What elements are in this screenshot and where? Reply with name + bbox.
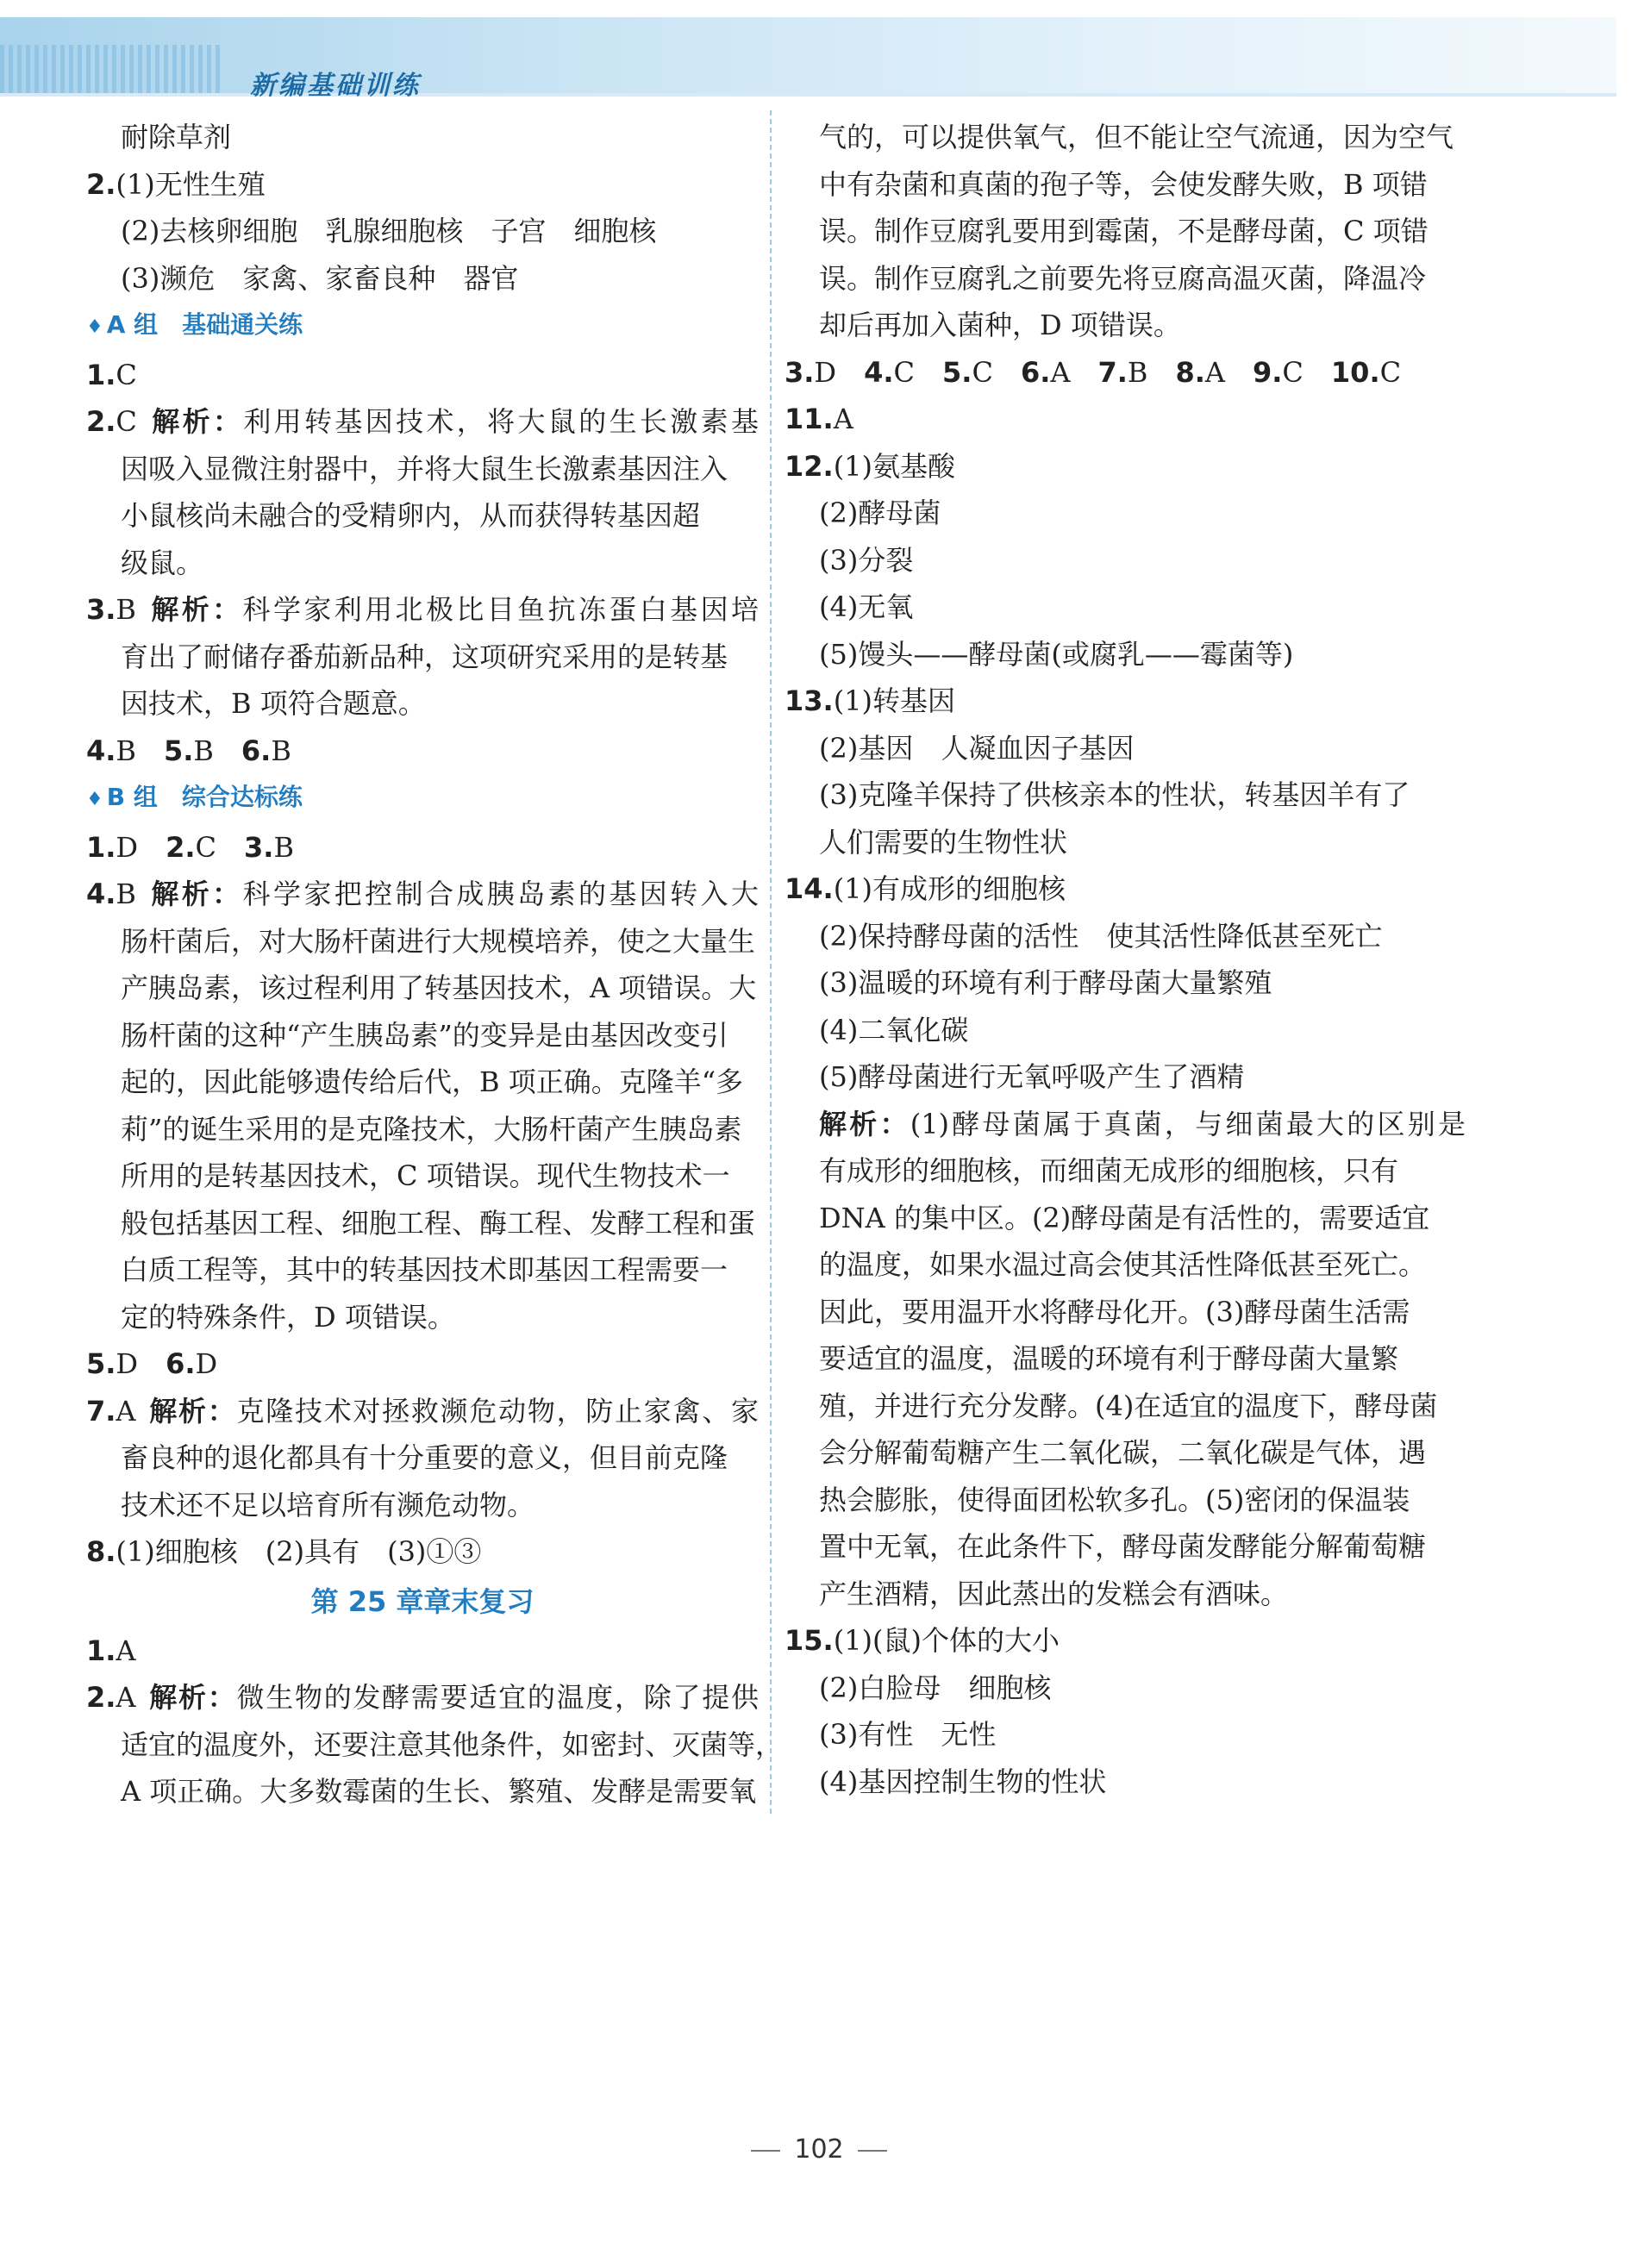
answer-text: B [273, 830, 294, 864]
line-text: (2)酵母菌 [819, 497, 941, 529]
line-text: (3)有性 无性 [819, 1718, 997, 1751]
answer-line [86, 918, 759, 965]
answer-text: D [116, 830, 166, 864]
answer-line [86, 352, 759, 399]
question-number: 12. [785, 449, 834, 483]
footer-dash-left [751, 2150, 780, 2152]
question-number: 8. [86, 1535, 116, 1568]
page-footer [0, 2134, 1638, 2165]
answer-text: (1)无性生殖 [116, 167, 266, 201]
analysis-text: 克隆技术对拯救濒危动物，防止家禽、家 [236, 1394, 759, 1428]
question-number: 7. [1097, 355, 1128, 389]
question-number: 2. [86, 405, 116, 438]
line-text: 育出了耐储存番茄新品种，这项研究采用的是转基 [121, 640, 728, 673]
question-number: 6. [166, 1347, 196, 1380]
answer-line [785, 396, 1466, 443]
question-number: 3. [86, 593, 116, 626]
analysis-label: 解析： [148, 405, 244, 438]
answer-text: A [116, 1634, 136, 1667]
line-text: 肠杆菌的这种“产生胰岛素”的变异是由基因改变引 [121, 1018, 728, 1052]
line-text: 因技术，B 项符合题意。 [121, 687, 426, 720]
question-number: 5. [163, 734, 194, 767]
analysis-text: 微生物的发酵需要适宜的温度，除了提供 [236, 1681, 759, 1714]
line-text: 莉”的诞生采用的是克隆技术，大肠杆菌产生胰岛素 [121, 1112, 742, 1146]
analysis-text: 科学家把控制合成胰岛素的基因转入大 [242, 878, 759, 910]
answer-line [785, 1617, 1466, 1665]
answer-line [86, 1012, 759, 1059]
answer-line [785, 490, 1466, 537]
answer-line [785, 959, 1466, 1007]
answer-text: C [116, 405, 137, 438]
chapter-title: 第 25 章章末复习 [310, 1584, 535, 1618]
line-text: 置中无氧，在此条件下，酵母菌发酵能分解葡萄糖 [819, 1530, 1427, 1563]
answer-line [785, 1053, 1466, 1101]
analysis-label: 解析： [147, 878, 243, 910]
line-text: (2)保持酵母菌的活性 使其活性降低甚至死亡 [819, 919, 1383, 953]
footer-dash-right [858, 2150, 887, 2152]
answer-text: D [814, 355, 865, 389]
line-text: 中有杂菌和真菌的孢子等，会使发酵失败，B 项错 [819, 167, 1428, 201]
answer-line [86, 208, 759, 255]
answer-text: B [116, 878, 136, 910]
answer-line [785, 255, 1466, 303]
answer-line [785, 208, 1466, 255]
answer-line [86, 1721, 784, 1769]
answer-line [86, 398, 759, 446]
answer-line [785, 1711, 1466, 1759]
answer-text: D [195, 1347, 218, 1380]
answer-text: C [972, 355, 1021, 389]
answer-line [86, 1434, 759, 1482]
line-text: 级鼠。 [121, 546, 204, 579]
question-number: 2. [86, 1681, 116, 1714]
answer-line [86, 728, 759, 775]
line-text: 的温度，如果水温过高会使其活性降低甚至死亡。 [819, 1248, 1427, 1281]
diamond-icon: ♦ [86, 316, 103, 338]
answer-line [785, 161, 1466, 209]
answer-line [86, 1628, 759, 1675]
answer-text: (1)(鼠)个体的大小 [833, 1624, 1060, 1657]
question-number: 8. [1175, 355, 1205, 389]
answer-text: B [1127, 355, 1176, 389]
analysis-label: 解析： [819, 1107, 910, 1140]
answer-line [785, 678, 1466, 725]
analysis-text: (1)酵母菌属于真菌，与细菌最大的区别是 [910, 1107, 1466, 1140]
answer-line [785, 819, 1466, 866]
answer-line [785, 302, 1466, 349]
question-number: 1. [86, 830, 116, 864]
line-text: 白质工程等，其中的转基因技术即基因工程需要一 [121, 1253, 728, 1286]
answer-line [86, 1246, 759, 1294]
analysis-label: 解析： [147, 1394, 237, 1428]
answer-line [785, 349, 1466, 397]
question-number: 9. [1252, 355, 1283, 389]
answer-text: (1)细胞核 (2)具有 (3)①③ [116, 1535, 482, 1568]
answer-line [785, 631, 1466, 678]
answer-line [785, 443, 1466, 490]
answer-line [785, 1523, 1466, 1571]
question-number: 5. [942, 355, 972, 389]
answer-text: (1)转基因 [833, 684, 956, 717]
header-title: 新编基础训练 [250, 71, 421, 101]
answer-line [86, 446, 759, 493]
answer-line [785, 1477, 1466, 1524]
answer-line [785, 1383, 1466, 1430]
question-number: 6. [1020, 355, 1051, 389]
question-number: 14. [785, 872, 834, 905]
line-text: (2)基因 人凝血因子基因 [819, 731, 1135, 765]
line-text: (2)白脸母 细胞核 [819, 1671, 1052, 1704]
answer-line [785, 865, 1466, 913]
answer-line [86, 1294, 759, 1341]
answer-line [86, 1768, 759, 1815]
answer-line [785, 1429, 1466, 1477]
question-number: 4. [86, 878, 116, 910]
line-text: 畜良种的退化都具有十分重要的意义，但目前克隆 [121, 1441, 728, 1474]
answer-line [785, 725, 1466, 772]
line-text: DNA 的集中区。(2)酵母菌是有活性的，需要适宜 [819, 1201, 1430, 1234]
line-text: 所用的是转基因技术，C 项错误。现代生物技术一 [121, 1159, 730, 1192]
answer-line [86, 824, 759, 872]
line-text: 耐除草剂 [121, 121, 232, 153]
line-text: (5)馒头——酵母菌(或腐乳——霉菌等) [819, 637, 1294, 671]
question-number: 15. [785, 1624, 834, 1657]
answer-line [86, 1388, 759, 1435]
answer-line [86, 634, 759, 681]
right-column [785, 114, 1466, 1805]
answer-line [86, 1482, 759, 1529]
line-text: (3)濒危 家禽、家畜良种 器官 [121, 261, 519, 295]
line-text: 产生酒精，因此蒸出的发糕会有酒味。 [819, 1577, 1289, 1610]
line-text: 因此，要用温开水将酵母化开。(3)酵母菌生活需 [819, 1295, 1410, 1328]
answer-line [785, 1007, 1466, 1054]
analysis-label: 解析： [147, 1681, 237, 1714]
answer-text: C [1379, 355, 1402, 389]
line-text: 定的特殊条件，D 项错误。 [121, 1300, 455, 1334]
answer-text: A [1204, 355, 1253, 389]
question-number: 11. [785, 403, 834, 435]
line-text: 误。制作豆腐乳要用到霉菌，不是酵母菌，C 项错 [819, 215, 1429, 247]
line-text: (4)无氧 [819, 590, 914, 623]
answer-line [86, 1200, 759, 1247]
answer-line [785, 1101, 1466, 1148]
answer-text: A [833, 403, 853, 435]
answer-text: A [116, 1394, 136, 1428]
answer-line [86, 114, 759, 161]
answer-text: B [193, 734, 241, 767]
answer-line [785, 114, 1466, 161]
answer-text: B [116, 593, 136, 626]
answer-line [785, 584, 1466, 631]
line-text: 适宜的温度外，还要注意其他条件，如密封、灭菌等， [121, 1728, 784, 1761]
section-heading [86, 302, 759, 352]
question-number: 4. [86, 734, 116, 767]
answer-line [785, 1195, 1466, 1242]
question-number: 3. [785, 355, 815, 389]
question-number: 1. [86, 358, 116, 391]
answer-line [86, 1528, 759, 1576]
line-text: 技术还不足以培育所有濒危动物。 [121, 1488, 535, 1521]
line-text: (2)去核卵细胞 乳腺细胞核 子宫 细胞核 [121, 215, 657, 247]
section-heading [86, 774, 759, 824]
answer-line [86, 1106, 759, 1153]
question-number: 6. [241, 734, 272, 767]
answer-text: B [271, 734, 291, 767]
diamond-icon: ♦ [86, 789, 103, 810]
line-text: 要适宜的温度，温暖的环境有利于酵母菌大量繁 [819, 1342, 1399, 1375]
answer-text: B [116, 734, 164, 767]
line-text: (4)基因控制生物的性状 [819, 1765, 1107, 1798]
answer-line [785, 913, 1466, 960]
line-text: 人们需要的生物性状 [819, 825, 1068, 859]
answer-line [86, 680, 759, 728]
line-text: 小鼠核尚未融合的受精卵内，从而获得转基因超 [121, 499, 701, 532]
answer-line [785, 1241, 1466, 1289]
answer-text: C [116, 358, 137, 391]
answer-line [86, 586, 759, 634]
answer-line [785, 537, 1466, 584]
line-text: 因吸入显微注射器中，并将大鼠生长激素基因注入 [121, 452, 728, 485]
analysis-text: 科学家利用北极比目鱼抗冻蛋白基因培 [242, 593, 759, 626]
section-title: B 组 综合达标练 [106, 783, 303, 811]
answer-line [86, 492, 759, 540]
header-banner [0, 17, 1616, 101]
line-text: 般包括基因工程、细胞工程、酶工程、发酵工程和蛋 [121, 1206, 756, 1240]
line-text: (4)二氧化碳 [819, 1013, 969, 1047]
line-text: 气的，可以提供氧气，但不能让空气流通，因为空气 [819, 121, 1454, 153]
question-number: 2. [86, 167, 116, 201]
question-number: 2. [166, 830, 196, 864]
answer-line [86, 161, 759, 209]
answer-line [785, 1147, 1466, 1195]
question-number: 4. [864, 355, 894, 389]
page-number: 102 [794, 2134, 844, 2165]
left-column [86, 114, 784, 1815]
line-text: 产胰岛素，该过程利用了转基因技术，A 项错误。大 [121, 972, 757, 1004]
answer-text: (1)有成形的细胞核 [833, 872, 1066, 905]
question-number: 3. [244, 830, 274, 864]
answer-line [86, 871, 759, 918]
question-number: 5. [86, 1347, 116, 1380]
question-number: 1. [86, 1634, 116, 1667]
line-text: 却后再加入菌种，D 项错误。 [819, 309, 1181, 341]
answer-text: C [195, 830, 245, 864]
answer-line [785, 1665, 1466, 1712]
analysis-text: 利用转基因技术，将大鼠的生长激素基 [243, 405, 759, 438]
answer-line [785, 1289, 1466, 1336]
line-text: (3)分裂 [819, 543, 914, 577]
answer-line [785, 1571, 1466, 1618]
line-text: (3)克隆羊保持了供核亲本的性状，转基因羊有了 [819, 778, 1410, 811]
answer-line [86, 1674, 759, 1721]
answer-line [86, 965, 759, 1012]
line-text: (3)温暖的环境有利于酵母菌大量繁殖 [819, 966, 1272, 999]
question-number: 10. [1330, 355, 1380, 389]
answer-text: A [1050, 355, 1098, 389]
answer-line [86, 1153, 759, 1200]
line-text: 会分解葡萄糖产生二氧化碳，二氧化碳是气体，遇 [819, 1436, 1427, 1469]
answer-line [785, 1759, 1466, 1806]
answer-text: D [116, 1347, 166, 1380]
answer-text: C [893, 355, 943, 389]
answer-line [86, 1059, 759, 1106]
line-text: 热会膨胀，使得面团松软多孔。(5)密闭的保温装 [819, 1483, 1410, 1516]
line-text: 殖，并进行充分发酵。(4)在适宜的温度下，酵母菌 [819, 1389, 1438, 1422]
question-number: 13. [785, 684, 834, 717]
answer-line [86, 1340, 759, 1388]
answer-text: (1)氨基酸 [833, 449, 956, 483]
analysis-label: 解析： [147, 593, 243, 626]
answer-text: C [1282, 355, 1331, 389]
question-number: 7. [86, 1394, 116, 1428]
answer-line [785, 772, 1466, 819]
answer-line [785, 1335, 1466, 1383]
header-stripe-pattern [0, 45, 220, 93]
line-text: A 项正确。大多数霉菌的生长、繁殖、发酵是需要氧 [121, 1775, 757, 1808]
answer-text: A [116, 1681, 136, 1714]
column-divider [770, 110, 772, 1814]
line-text: 肠杆菌后，对大肠杆菌进行大规模培养，使之大量生 [121, 924, 756, 958]
section-title: A 组 基础通关练 [106, 310, 303, 339]
line-text: 起的，因此能够遗传给后代，B 项正确。克隆羊“多 [121, 1065, 744, 1098]
line-text: (5)酵母菌进行无氧呼吸产生了酒精 [819, 1060, 1245, 1093]
line-text: 有成形的细胞核，而细菌无成形的细胞核，只有 [819, 1154, 1399, 1187]
answer-line [86, 540, 759, 587]
answer-line [86, 255, 759, 303]
line-text: 误。制作豆腐乳之前要先将豆腐高温灭菌，降温冷 [819, 261, 1427, 295]
